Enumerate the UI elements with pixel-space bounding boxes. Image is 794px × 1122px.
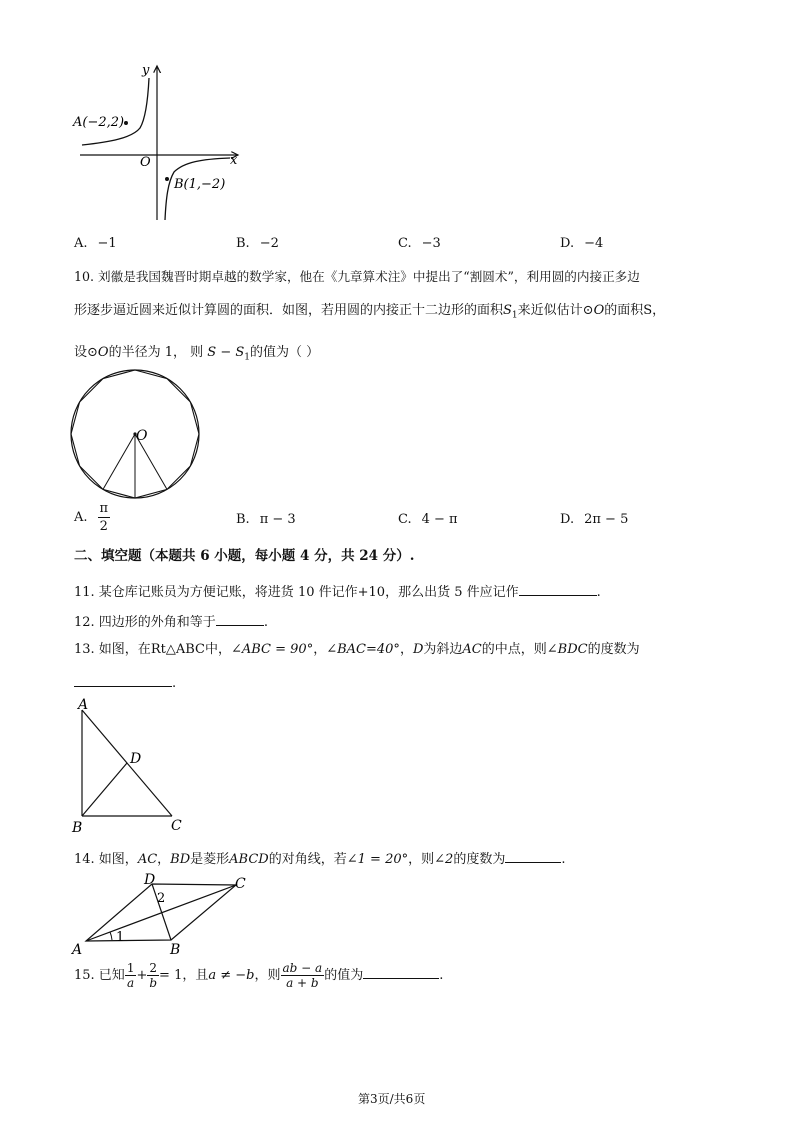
rhombus-figure: [68, 870, 258, 958]
fraction-1-over-a: $\frac{1}{a}$: [126, 961, 135, 990]
q11-answer-blank[interactable]: [519, 582, 597, 596]
point-b-label: B(1,−2): [174, 177, 226, 192]
vertex-c-label: C: [171, 818, 182, 834]
origin-label: O: [140, 155, 151, 170]
question-14: 14. 如图，AC，BD是菱形ABCD的对角线，若∠1 = 20°，则∠2的度数为 .: [74, 849, 565, 868]
question-15: 15. 已知 $\frac{1}{a}$ + $\frac{2}{b}$ = 1，且a ≠ −b，则 $\frac{ab - a}{a + b}$ 的值为 .: [74, 961, 444, 990]
q10-option-a: A. $\frac{\pi}{2}$: [74, 501, 109, 534]
vertex-a-label: A: [72, 942, 83, 958]
angle-1-arc: [110, 932, 112, 940]
dodecagon-figure: [64, 366, 210, 506]
right-triangle-figure: [70, 696, 190, 836]
vertex-b-label: B: [72, 820, 83, 836]
vertex-a-label: A: [78, 697, 89, 713]
circle-symbol: ⊙: [87, 345, 98, 360]
q10-line-3: 设⊙O的半径为 1， 则 $S - S_1$的值为（ ）: [74, 345, 320, 363]
angle-1-label: 1: [116, 930, 125, 945]
q10-option-b: B. π − 3: [236, 512, 296, 527]
q13-answer-line: .: [74, 673, 176, 692]
q9-option-c: C. −3: [398, 236, 441, 251]
hyperbola-branch-left: [82, 78, 149, 145]
center-label: O: [136, 428, 148, 444]
vertex-d-label: D: [144, 872, 156, 888]
q10-option-c: C. 4 − π: [398, 512, 458, 527]
q15-answer-blank[interactable]: [363, 965, 439, 979]
point-a-dot: [124, 121, 128, 125]
x-axis-label: x: [230, 153, 238, 168]
pi-over-2-fraction: $\frac{\pi}{2}$: [99, 501, 109, 534]
q9-option-d: D. −4: [560, 236, 604, 251]
q12-answer-blank[interactable]: [216, 612, 264, 626]
hyperbola-figure: [70, 58, 260, 228]
median-bd: [82, 763, 127, 816]
q9-option-b: B. −2: [236, 236, 279, 251]
question-13: 13. 如图，在Rt△ABC中，∠ABC = 90°，∠BAC=40°，D为斜边AC的中点，则∠BDC的度数为: [74, 642, 640, 657]
vertex-c-label: C: [235, 876, 246, 892]
radius-1: [103, 434, 135, 489]
fraction-2-over-b: $\frac{2}{b}$: [149, 961, 158, 990]
vertex-b-label: B: [170, 942, 181, 958]
q14-answer-blank[interactable]: [505, 849, 561, 863]
point-a-label: A(−2,2): [73, 115, 125, 130]
q10-option-d: D. 2π − 5: [560, 512, 629, 527]
question-11: 11. 某仓库记账员为方便记账，将进货 10 件记作+10，那么出货 5 件应记作 .: [74, 582, 601, 601]
angle-2-label: 2: [157, 891, 166, 906]
q10-line-2: 形逐步逼近圆来近似计算圆的面积．如图，若用圆的内接正十二边形的面积$S_1$来近似估计⊙O的面积S，: [74, 303, 666, 321]
circle-symbol: ⊙: [582, 303, 594, 318]
point-d-label: D: [130, 751, 142, 767]
q13-answer-blank[interactable]: [74, 673, 172, 687]
question-12: 12. 四边形的外角和等于 .: [74, 612, 268, 631]
page-footer: 第3页/共6页: [358, 1092, 426, 1106]
point-b-dot: [165, 177, 169, 181]
q10-line-1: 10. 刘徽是我国魏晋时期卓越的数学家，他在《九章算术注》中提出了“割圆术”，利用圆的内接正多边: [74, 269, 640, 284]
section-2-title: 二、填空题（本题共 6 小题，每小题 4 分，共 24 分）.: [74, 548, 415, 564]
fraction-expression: $\frac{ab - a}{a + b}$: [282, 961, 323, 990]
q9-option-a: A. −1: [74, 236, 117, 251]
y-axis-label: y: [142, 63, 150, 78]
